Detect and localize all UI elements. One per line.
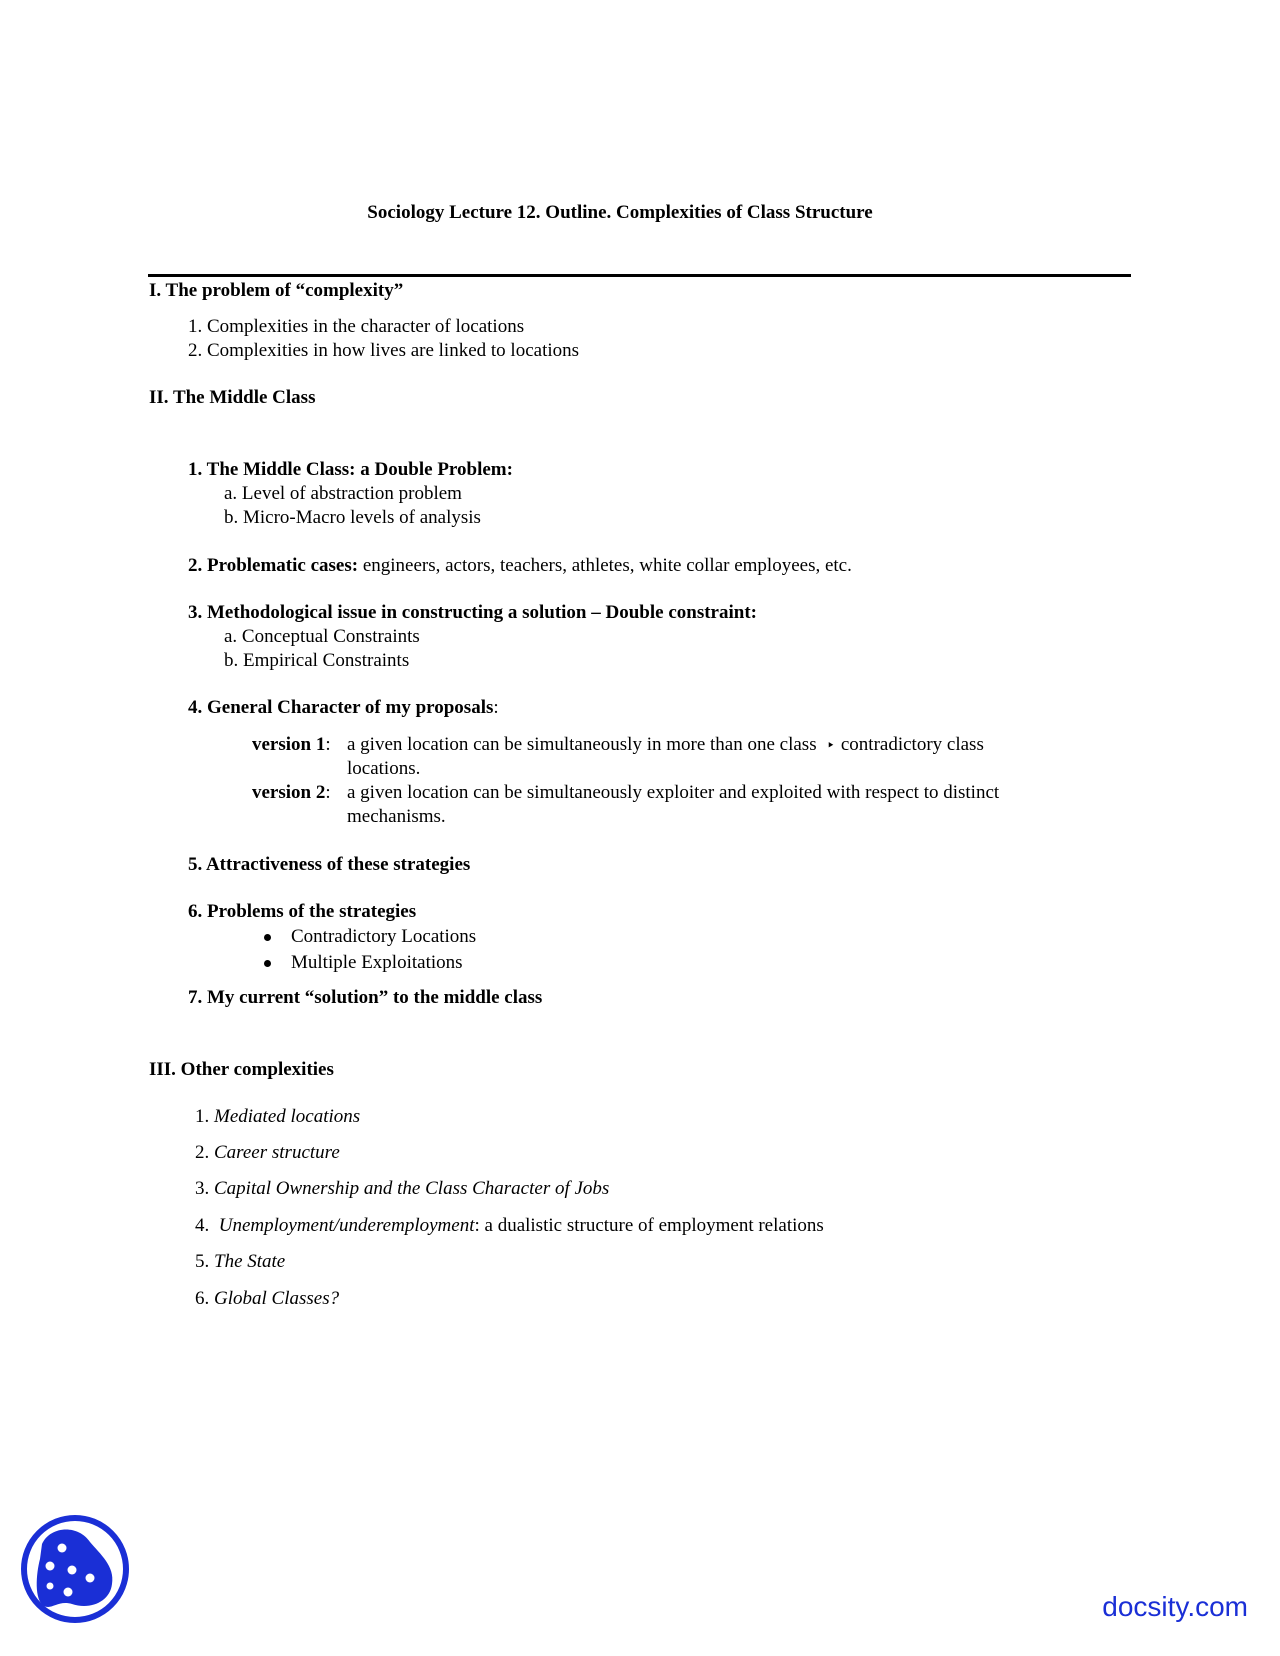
version-2-text-b: mechanisms.	[347, 806, 446, 827]
section-3-item-3	[195, 1178, 609, 1200]
version-1-text-b: contradictory class	[840, 734, 984, 755]
section-1-heading: I. The problem of “complexity”	[149, 280, 404, 301]
section-3-item-5	[195, 1251, 285, 1273]
item-italic-text: Unemployment/underemployment	[218, 1215, 475, 1236]
section-1-item-1: 1. Complexities in the character of locations	[188, 316, 525, 337]
point-3-item-b: b. Empirical Constraints	[224, 650, 410, 671]
section-3-item-2	[195, 1142, 340, 1164]
item-number: 1.	[195, 1106, 210, 1127]
item-italic-text: Career structure	[214, 1142, 340, 1163]
point-1-item-b: b. Micro-Macro levels of analysis	[224, 507, 481, 528]
point-4-heading: 4. General Character of my proposals	[188, 697, 494, 718]
item-number: 4.	[195, 1215, 210, 1236]
point-6-item-2-text: Multiple Exploitations	[291, 952, 463, 973]
point-3-item-a: a. Conceptual Constraints	[224, 626, 420, 647]
point-5-heading: 5. Attractiveness of these strategies	[188, 854, 471, 875]
bullet-icon	[264, 960, 271, 967]
title-divider	[148, 274, 1131, 277]
item-number: 3.	[195, 1178, 210, 1199]
point-2-label: 2. Problematic cases:	[188, 555, 359, 576]
point-6-item-1	[291, 926, 476, 948]
point-3-heading: 3. Methodological issue in constructing a solution – Double constraint:	[188, 602, 757, 623]
version-2-text-a: a given location can be simultaneously exploiter and exploited with respect to distinct	[347, 782, 1000, 803]
item-number: 5.	[195, 1251, 210, 1272]
point-1-item-a: a. Level of abstraction problem	[224, 483, 462, 504]
section-1-item-2: 2. Complexities in how lives are linked to locations	[188, 340, 580, 361]
section-2-heading: II. The Middle Class	[149, 387, 316, 408]
point-2-line	[188, 555, 852, 577]
point-4-colon: :	[493, 697, 499, 718]
point-7-heading: 7. My current “solution” to the middle class	[188, 987, 543, 1008]
brand-link[interactable]: docsity.com	[1102, 1591, 1248, 1622]
section-3-item-1	[195, 1106, 360, 1128]
section-3-item-4	[195, 1215, 824, 1237]
point-2-text: engineers, actors, teachers, athletes, white collar employees, etc.	[358, 555, 852, 576]
item-italic-text: The State	[214, 1251, 286, 1272]
point-6-heading: 6. Problems of the strategies	[188, 901, 417, 922]
arrow-right-icon: ‣	[826, 738, 835, 754]
version-1-text-a: a given location can be simultaneously in more than one class	[347, 734, 817, 755]
version-1-label: version 1	[252, 734, 326, 755]
point-1-heading: 1. The Middle Class: a Double Problem:	[188, 459, 513, 480]
item-number: 2.	[195, 1142, 210, 1163]
version-1-label-line: version 1:	[252, 734, 331, 755]
item-italic-text: Global Classes?	[214, 1288, 340, 1309]
item-number: 6.	[195, 1288, 210, 1309]
item-rest-text: : a dualistic structure of employment relations	[474, 1215, 824, 1236]
version-2-label: version 2	[252, 782, 326, 803]
section-3-item-6	[195, 1288, 339, 1310]
version-2-label-line: version 2:	[252, 782, 331, 803]
section-3-heading: III. Other complexities	[149, 1059, 334, 1080]
document-title: Sociology Lecture 12. Outline. Complexities of Class Structure	[367, 202, 873, 223]
bullet-icon	[264, 934, 271, 941]
version-1-text	[347, 734, 984, 757]
point-4-line	[188, 697, 499, 719]
item-italic-text: Mediated locations	[214, 1106, 361, 1127]
item-italic-text: Capital Ownership and the Class Character of Jobs	[214, 1178, 610, 1199]
point-6-item-2	[291, 952, 463, 974]
version-1-text-c: locations.	[347, 758, 421, 779]
point-6-item-1-text: Contradictory Locations	[291, 926, 477, 947]
docsity-logo-icon[interactable]	[20, 1514, 130, 1624]
